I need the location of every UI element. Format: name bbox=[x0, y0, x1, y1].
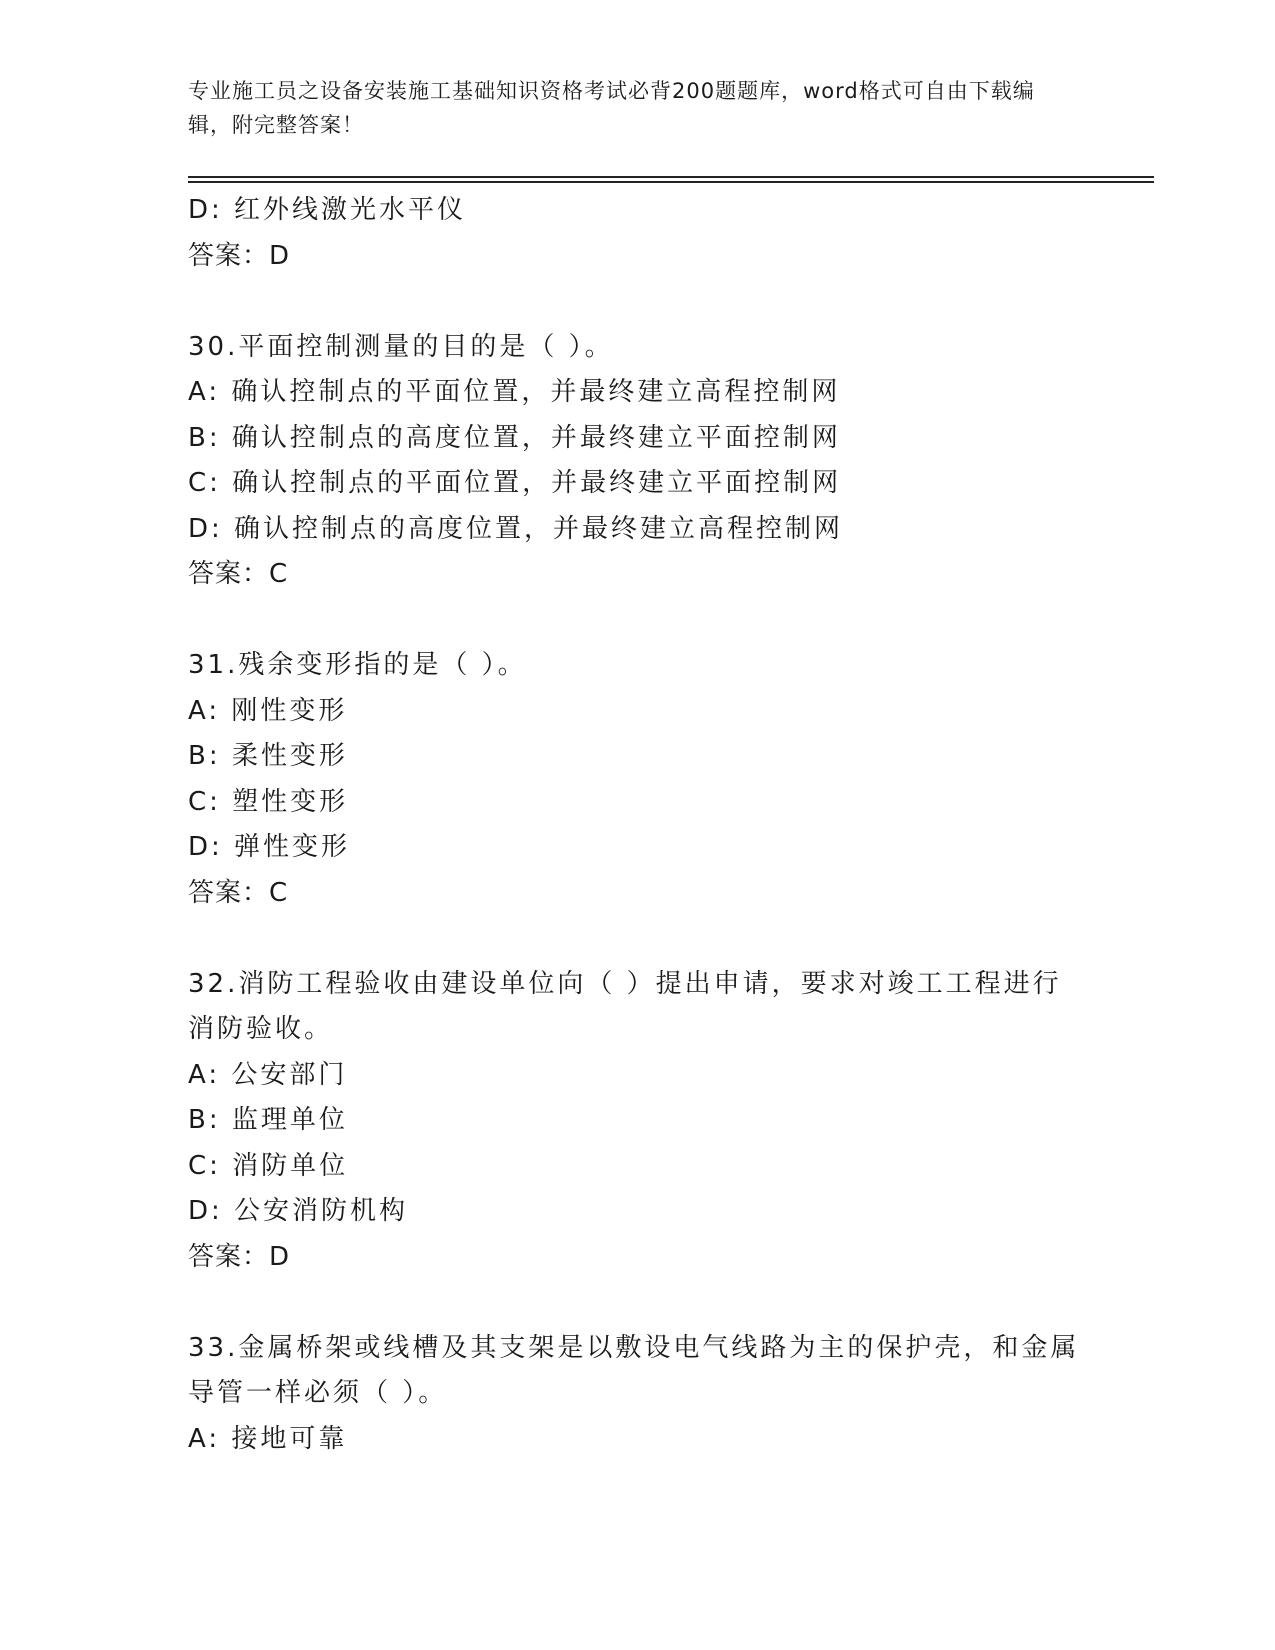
option-b: B: 监理单位 bbox=[188, 1105, 348, 1135]
question-stem: 33.金属桥架或线槽及其支架是以敷设电气线路为主的保护壳，和金属 bbox=[188, 1332, 1080, 1363]
answer-line: 答案：C bbox=[188, 877, 289, 908]
header-divider-top bbox=[188, 176, 1154, 178]
question-stem: 30.平面控制测量的目的是（ ）。 bbox=[188, 331, 614, 362]
header-divider-bottom bbox=[188, 181, 1154, 183]
spacer bbox=[188, 279, 1088, 325]
option-c: C: 确认控制点的平面位置，并最终建立平面控制网 bbox=[188, 468, 842, 498]
answer-line: 答案：D bbox=[188, 1241, 291, 1272]
option-d: D: 弹性变形 bbox=[188, 832, 351, 862]
option-a: A: 公安部门 bbox=[188, 1059, 348, 1090]
option-c: C: 消防单位 bbox=[188, 1150, 349, 1181]
option-d: D: 公安消防机构 bbox=[188, 1196, 409, 1226]
question-stem-continuation: 消防验收。 bbox=[188, 1014, 334, 1044]
option-d: D: 确认控制点的高度位置，并最终建立高程控制网 bbox=[188, 513, 844, 544]
question-content bbox=[188, 188, 1088, 1462]
option-b: B: 柔性变形 bbox=[188, 741, 348, 771]
spacer bbox=[188, 1280, 1088, 1326]
option-c: C: 塑性变形 bbox=[188, 786, 349, 817]
answer-line: 答案：D bbox=[188, 240, 291, 271]
question-stem-continuation: 导管一样必须（ ）。 bbox=[188, 1378, 448, 1408]
option-a: A: 接地可靠 bbox=[188, 1423, 348, 1454]
question-stem: 32.消防工程验收由建设单位向（ ）提出申请，要求对竣工工程进行 bbox=[188, 968, 1062, 999]
option-a: A: 确认控制点的平面位置，并最终建立高程控制网 bbox=[188, 377, 841, 407]
answer-line: 答案：C bbox=[188, 559, 289, 589]
option-a: A: 刚性变形 bbox=[188, 695, 348, 726]
spacer bbox=[188, 916, 1088, 962]
spacer bbox=[188, 598, 1088, 644]
option-d: D: 红外线激光水平仪 bbox=[188, 195, 467, 225]
question-stem: 31.残余变形指的是（ ）。 bbox=[188, 650, 527, 680]
option-b: B: 确认控制点的高度位置，并最终建立平面控制网 bbox=[188, 422, 841, 453]
document-header: 专业施工员之设备安装施工基础知识资格考试必背200题题库，word格式可自由下载编辑，附完整答案！ bbox=[188, 79, 1035, 137]
